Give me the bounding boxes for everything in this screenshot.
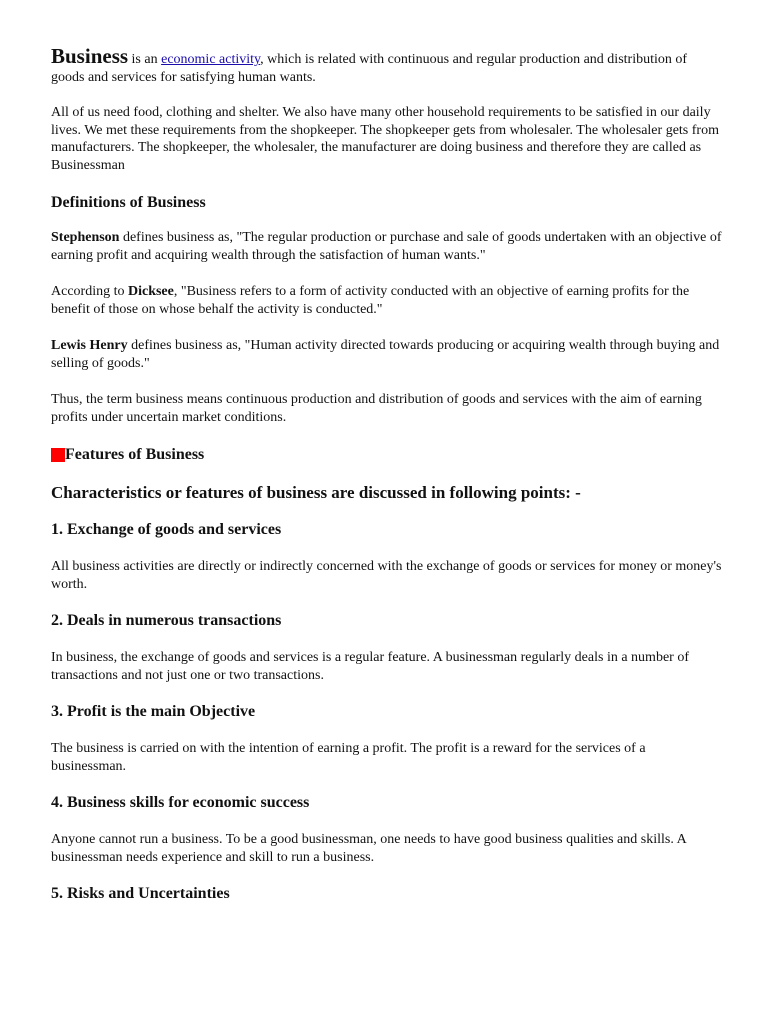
feature-text: All business activities are directly or indirectly concerned with the exchange of goods or services for money or money's worth. bbox=[51, 559, 722, 592]
red-square-icon bbox=[51, 448, 65, 462]
definition-dicksee bbox=[51, 283, 723, 318]
characteristics-heading: Characteristics or features of business are discussed in following points: - bbox=[51, 483, 581, 502]
definition-author: Lewis Henry bbox=[51, 338, 128, 353]
definition-prefix: According to bbox=[51, 284, 128, 299]
definition-lewis-henry bbox=[51, 337, 723, 372]
feature-heading: 2. Deals in numerous transactions bbox=[51, 612, 282, 629]
intro-pre-link: is an bbox=[128, 52, 162, 67]
economic-activity-link[interactable]: economic activity bbox=[161, 52, 261, 67]
intro-lead-word: Business bbox=[51, 44, 129, 68]
summary-paragraph: Thus, the term business means continuous production and distribution of goods and services with the aim of earning profits under uncertain market conditions. bbox=[51, 392, 702, 425]
definition-text: defines business as, "The regular production or purchase and sale of goods undertaken with an objective of earning profit and acquiring wealth through the satisfaction of human wants." bbox=[51, 230, 722, 263]
document-page bbox=[51, 44, 723, 922]
definition-author: Dicksee bbox=[127, 284, 174, 299]
feature-heading: 3. Profit is the main Objective bbox=[51, 703, 256, 720]
definition-stephenson bbox=[51, 229, 723, 264]
features-heading-text: Features of Business bbox=[65, 446, 205, 463]
intro-post-link: , which is related with continuous and regular production and distribution of goods and services for satisfying human wants. bbox=[51, 52, 688, 85]
feature-text: In business, the exchange of goods and services is a regular feature. A businessman regularly deals in a number of transactions and not just one or two transactions. bbox=[51, 650, 689, 683]
feature-text: The business is carried on with the intention of earning a profit. The profit is a reward for the services of a businessman. bbox=[51, 741, 646, 774]
definition-text: , "Business refers to a form of activity conducted with an objective of earning profits for the benefit of those on whose behalf the activity is conducted." bbox=[51, 284, 690, 317]
intro-paragraph bbox=[51, 44, 723, 86]
feature-heading: 4. Business skills for economic success bbox=[51, 794, 310, 811]
definition-author: Stephenson bbox=[51, 230, 120, 245]
feature-heading: 5. Risks and Uncertainties bbox=[51, 885, 230, 902]
household-paragraph: All of us need food, clothing and shelter. We also have many other household requirements to be satisfied in our daily lives. We met these requirements from the shopkeeper. The shopkeeper gets from wholesaler. The wholesaler gets from manufacturers. The shopkeeper, the wholesaler, the manufacturer are doing business and therefore they are called as Businessman bbox=[51, 105, 719, 173]
definitions-heading: Definitions of Business bbox=[51, 194, 206, 211]
definition-text: defines business as, "Human activity directed towards producing or acquiring wealth through buying and selling of goods." bbox=[51, 338, 720, 371]
features-heading bbox=[51, 445, 723, 465]
feature-heading: 1. Exchange of goods and services bbox=[51, 521, 282, 538]
feature-text: Anyone cannot run a business. To be a good businessman, one needs to have good business qualities and skills. A businessman needs experience and skill to run a business. bbox=[51, 832, 686, 865]
